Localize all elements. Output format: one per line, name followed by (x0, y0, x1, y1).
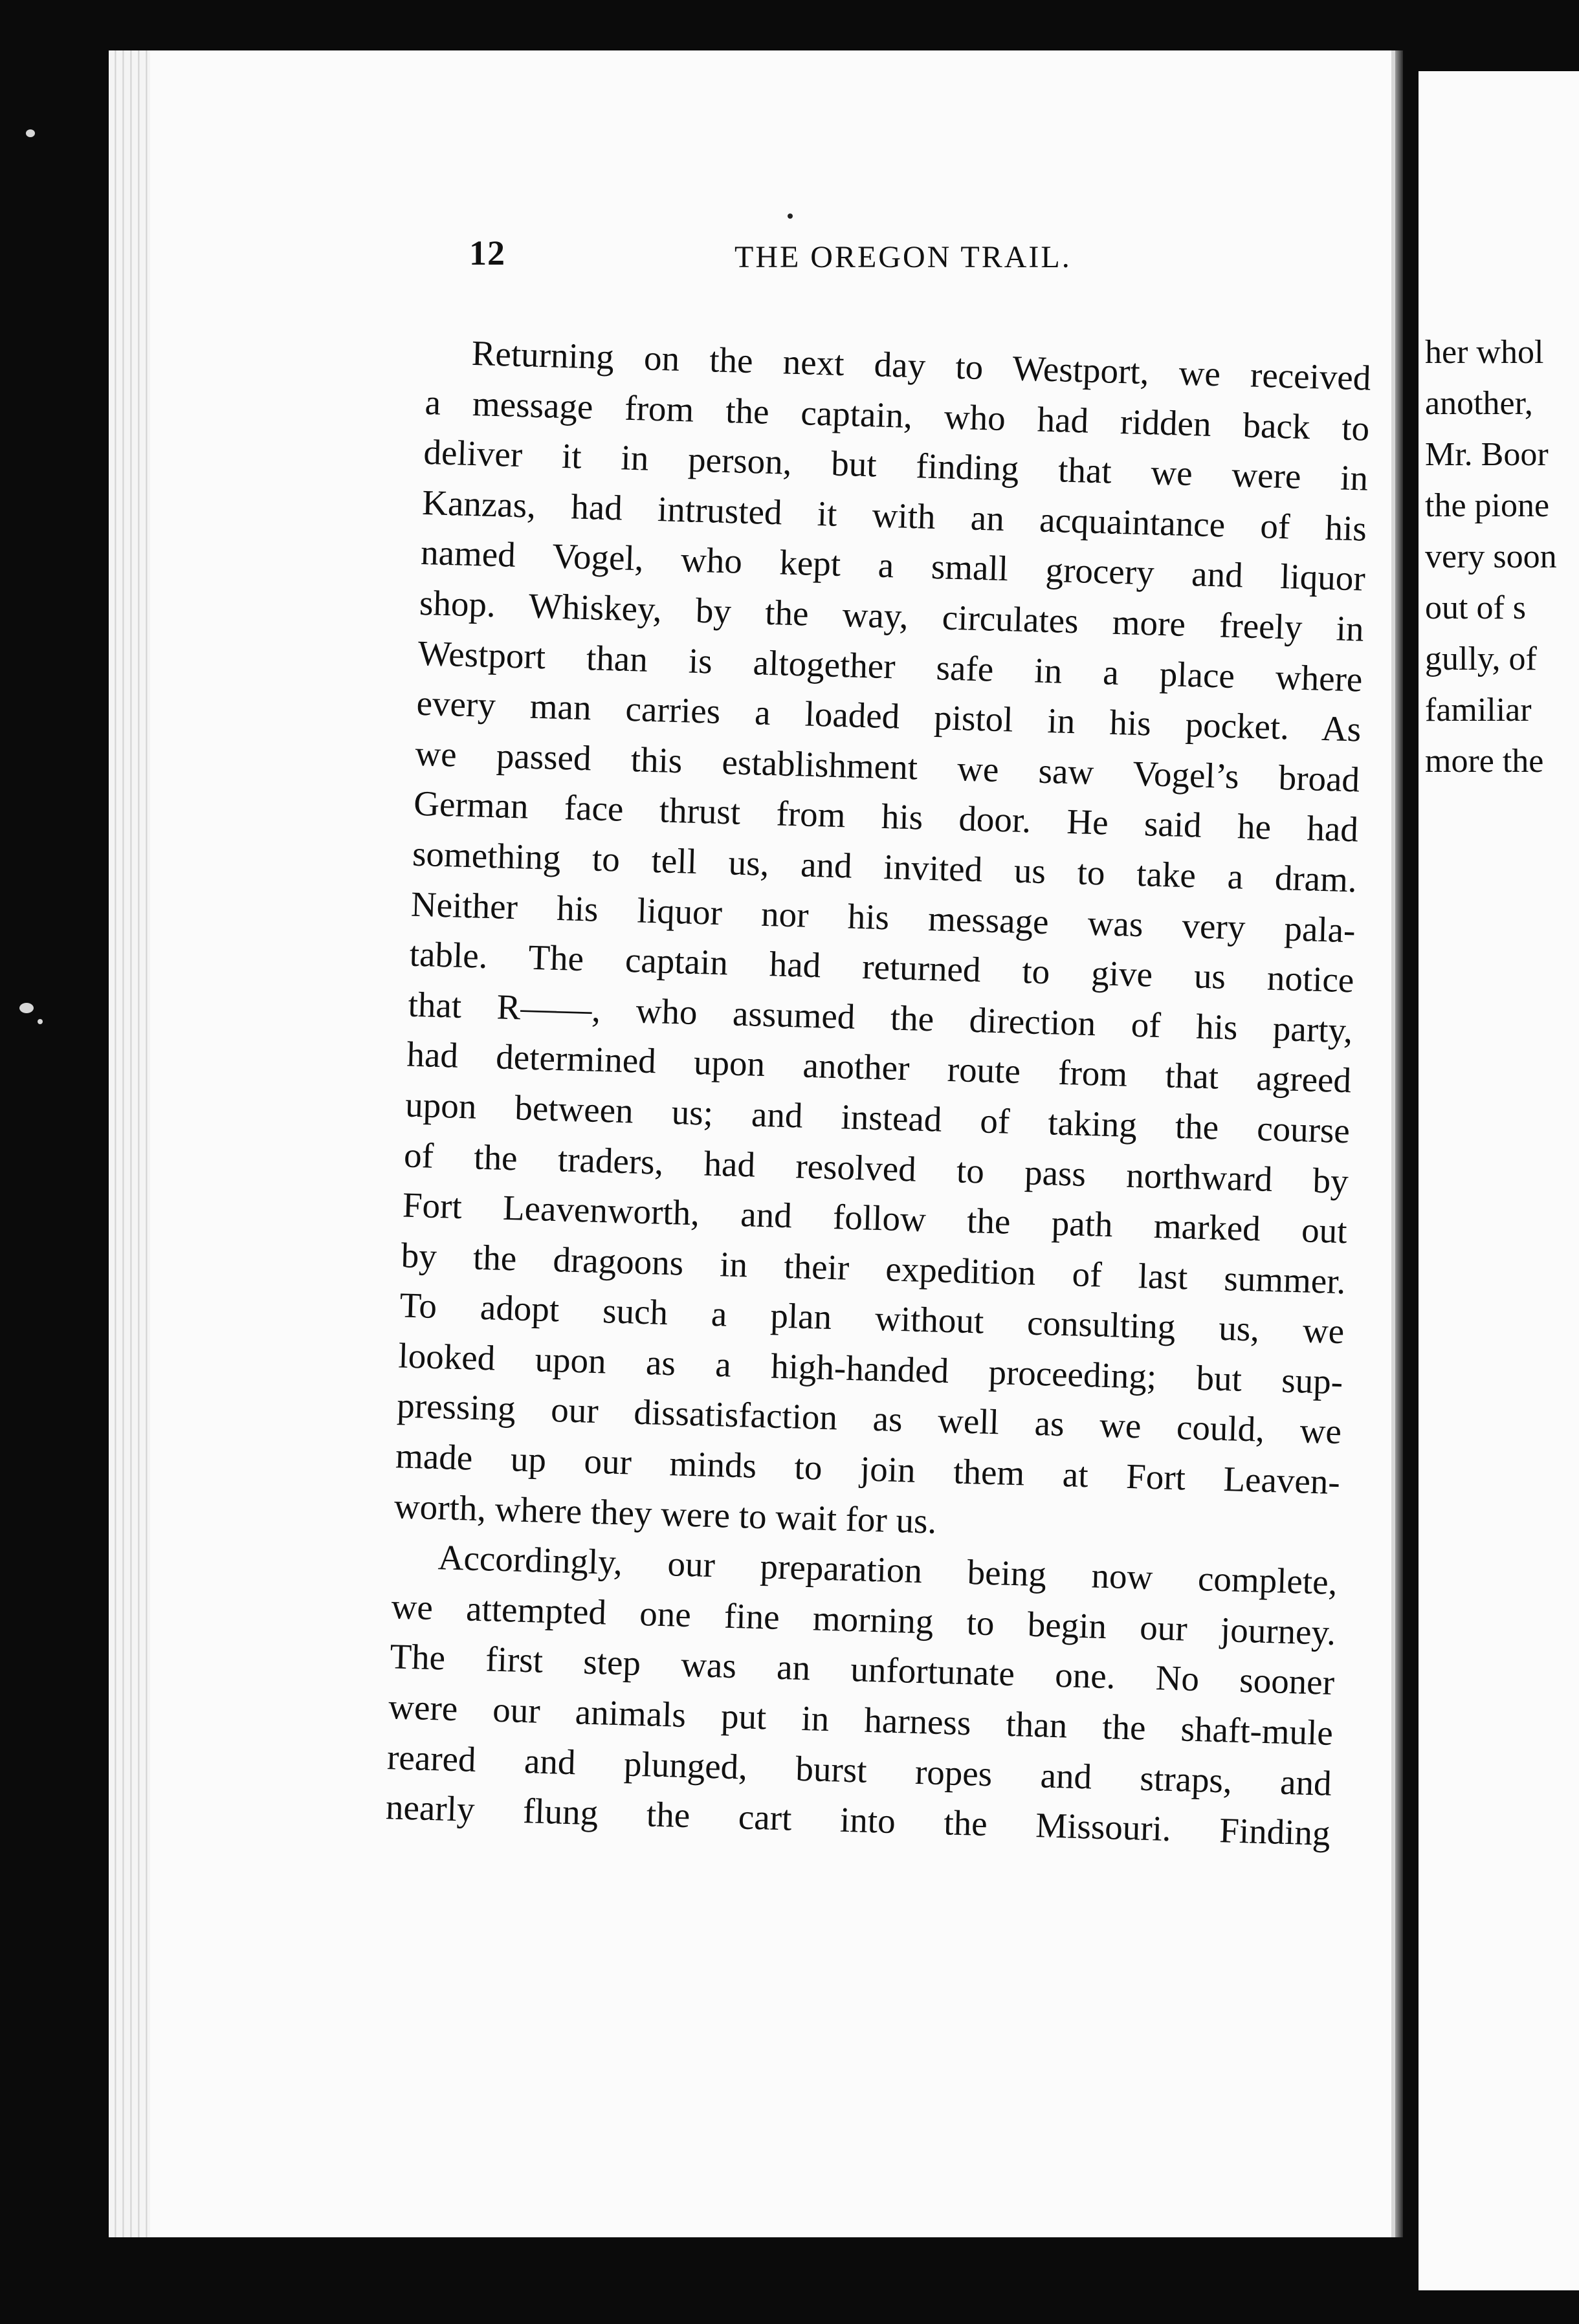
text-line: deliver it in person, but finding that we were in (423, 432, 1369, 498)
facing-line: Mr. Boor (1425, 436, 1549, 473)
text-line: we attempted one fine morning to begin our journey. (390, 1586, 1337, 1652)
text-line: Neither his liquor nor his message was very pala- (410, 884, 1356, 950)
text-line: a message from the captain, who had ridden back to (424, 382, 1371, 448)
ink-dot (788, 214, 793, 219)
text-line: table. The captain had returned to give us notice (409, 934, 1355, 1000)
text-line: German face thrust from his door. He said he had (413, 784, 1359, 850)
page-number: 12 (469, 234, 505, 272)
text-line: made up our minds to join them at Fort Leaven- (395, 1436, 1341, 1502)
text-line: something to tell us, and invited us to take a dram. (412, 833, 1358, 900)
facing-page-text (1425, 327, 1579, 787)
text-line: we passed this establishment we saw Vogel’s broad (414, 733, 1360, 800)
facing-line: her whol (1425, 334, 1544, 371)
text-line: named Vogel, who kept a small grocery and liquor (420, 532, 1366, 598)
facing-line: very soon (1425, 538, 1557, 575)
text-line: had determined upon another route from that agreed (406, 1034, 1352, 1101)
text-line: Accordingly, our preparation being now complete, (437, 1537, 1338, 1603)
running-head (320, 233, 1369, 285)
text-line: every man carries a loaded pistol in his pocket. As (415, 683, 1362, 749)
page-edge-stack (109, 50, 154, 2237)
text-line: Westport than is altogether safe in a place where (417, 633, 1364, 699)
text-line: The first step was an unfortunate one. No sooner (389, 1636, 1335, 1703)
facing-line: more the (1425, 743, 1544, 780)
text-line: pressing our dissatisfaction as well as we could, we (396, 1385, 1342, 1452)
body-text (385, 327, 1371, 1859)
facing-line: the pione (1425, 487, 1550, 524)
facing-line: gully, of (1425, 641, 1537, 677)
text-line: of the traders, had resolved to pass northward by (403, 1135, 1349, 1201)
text-line: looked upon as a high-handed proceeding; but sup- (397, 1335, 1343, 1402)
text-line: Kanzas, had intrusted it with an acquaintance of his (421, 482, 1367, 549)
text-line: shop. Whiskey, by the way, circulates more freely in (419, 582, 1365, 649)
text-line: that R——, who assumed the direction of his party, (407, 984, 1354, 1051)
text-line: To adopt such a plan without consulting us, we (399, 1285, 1345, 1352)
text-line: reared and plunged, burst ropes and straps, and (386, 1737, 1332, 1803)
text-line: by the dragoons in their expedition of last summer. (401, 1235, 1347, 1301)
text-line: nearly flung the cart into the Missouri. Finding (385, 1787, 1331, 1854)
facing-line: familiar (1425, 692, 1532, 729)
text-line: worth, where they were to wait for us. (393, 1485, 938, 1541)
scan-speck (19, 1003, 34, 1013)
scan-speck (38, 1019, 43, 1024)
page-gutter-shadow (1395, 50, 1403, 2237)
text-line: Fort Leavenworth, and follow the path marked out (402, 1185, 1348, 1251)
facing-line: another, (1425, 385, 1533, 422)
text-line: were our animals put in harness than the shaft-mule (388, 1687, 1334, 1753)
scan-speck (26, 129, 35, 137)
text-line: upon between us; and instead of taking the course (404, 1084, 1351, 1151)
facing-line: out of s (1425, 589, 1526, 626)
running-title: THE OREGON TRAIL. (734, 240, 1072, 274)
text-line: Returning on the next day to Westport, we received (471, 333, 1372, 398)
